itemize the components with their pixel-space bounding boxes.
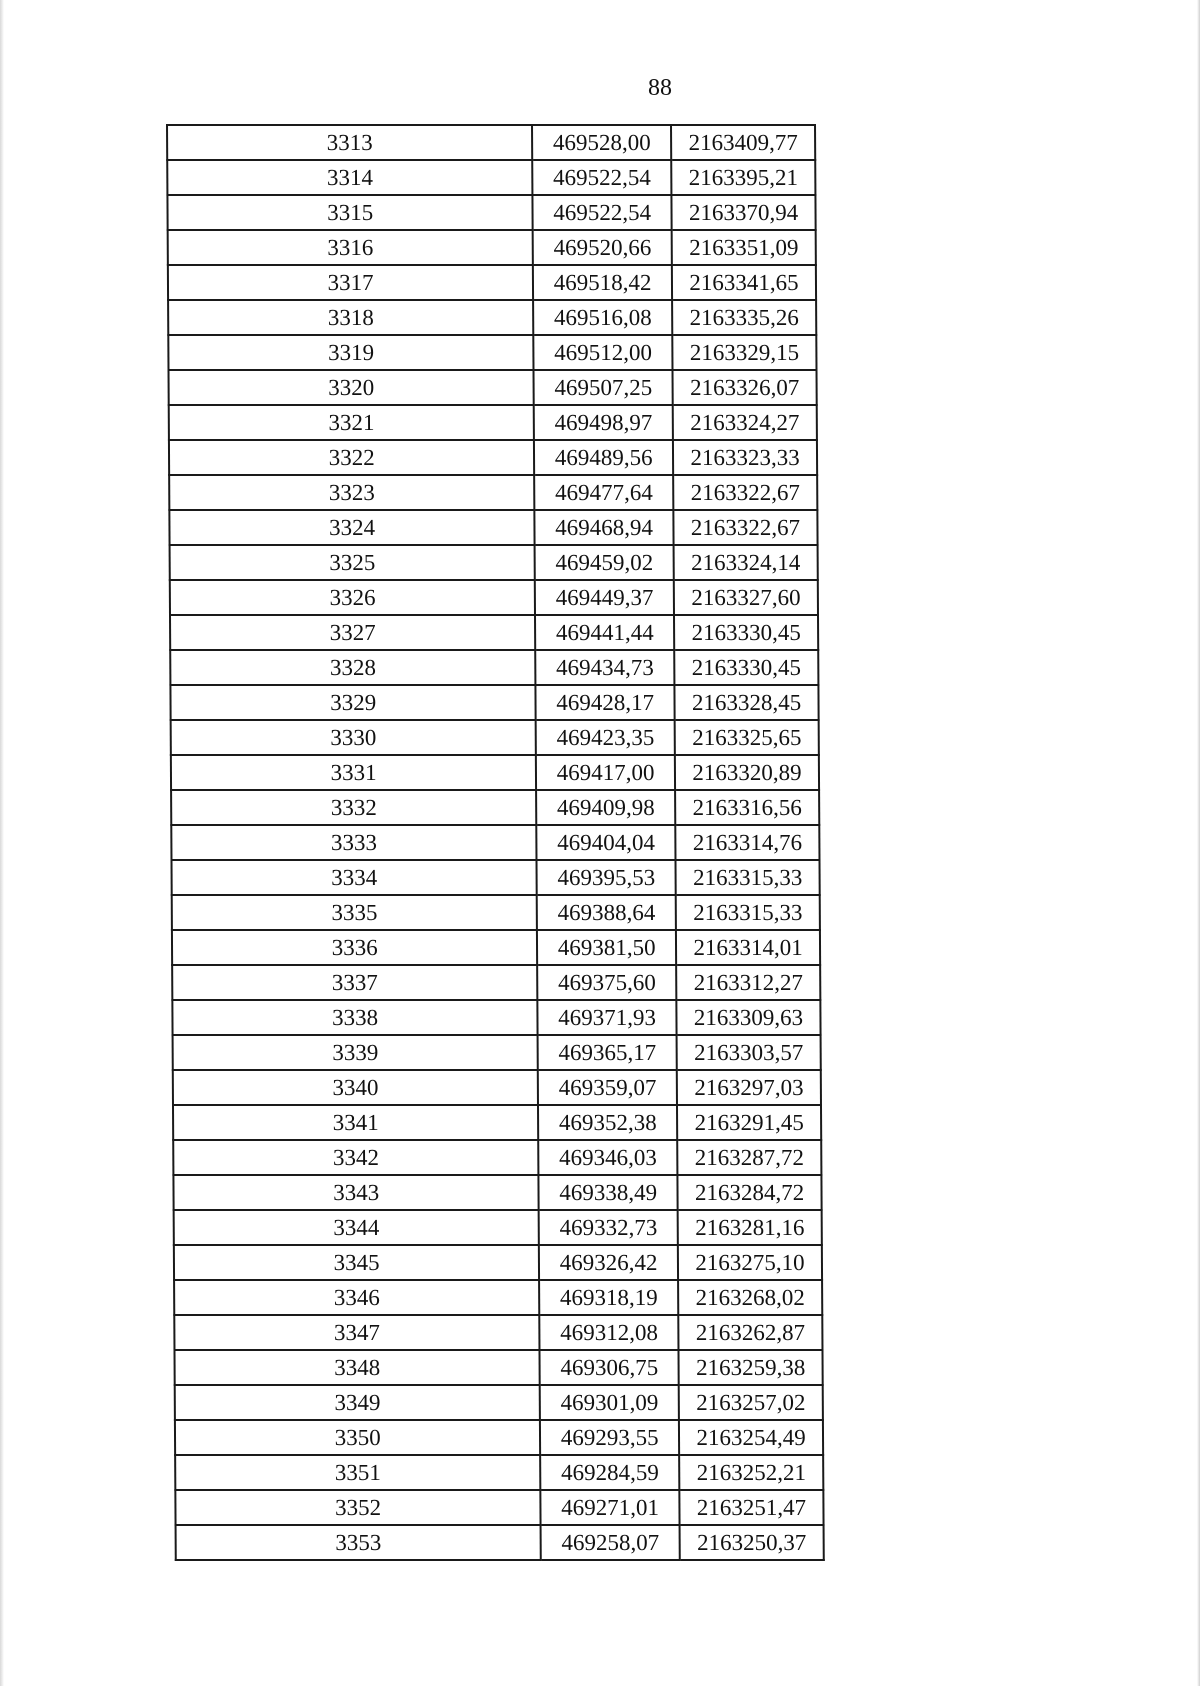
- point-number-cell: 3346: [174, 1280, 539, 1315]
- table-row: [170, 685, 818, 720]
- y-coordinate-cell: 2163409,77: [671, 125, 815, 160]
- point-number-cell: 3314: [167, 160, 532, 195]
- table-row: [174, 1315, 822, 1350]
- table-row: [172, 965, 820, 1000]
- x-coordinate-cell: 469428,17: [536, 685, 675, 720]
- table-row: [169, 405, 817, 440]
- point-number-cell: 3321: [169, 405, 534, 440]
- y-coordinate-cell: 2163335,26: [672, 300, 816, 335]
- x-coordinate-cell: 469375,60: [537, 965, 676, 1000]
- y-coordinate-cell: 2163315,33: [676, 860, 820, 895]
- table-row: [174, 1210, 822, 1245]
- x-coordinate-cell: 469271,01: [541, 1490, 680, 1525]
- point-number-cell: 3338: [172, 1000, 537, 1035]
- y-coordinate-cell: 2163323,33: [673, 440, 817, 475]
- point-number-cell: 3342: [173, 1140, 538, 1175]
- table-row: [171, 755, 819, 790]
- point-number-cell: 3341: [173, 1105, 538, 1140]
- y-coordinate-cell: 2163259,38: [679, 1350, 823, 1385]
- x-coordinate-cell: 469459,02: [535, 545, 674, 580]
- y-coordinate-cell: 2163328,45: [675, 685, 819, 720]
- x-coordinate-cell: 469468,94: [535, 510, 674, 545]
- y-coordinate-cell: 2163316,56: [675, 790, 819, 825]
- y-coordinate-cell: 2163320,89: [675, 755, 819, 790]
- x-coordinate-cell: 469312,08: [540, 1315, 679, 1350]
- table-row: [168, 300, 816, 335]
- point-number-cell: 3319: [168, 335, 533, 370]
- x-coordinate-cell: 469326,42: [539, 1245, 678, 1280]
- point-number-cell: 3326: [170, 580, 535, 615]
- y-coordinate-cell: 2163351,09: [672, 230, 816, 265]
- x-coordinate-cell: 469381,50: [537, 930, 676, 965]
- table-row: [168, 335, 816, 370]
- table-row: [168, 230, 816, 265]
- y-coordinate-cell: 2163326,07: [673, 370, 817, 405]
- y-coordinate-cell: 2163252,21: [679, 1455, 823, 1490]
- point-number-cell: 3353: [176, 1525, 541, 1560]
- x-coordinate-cell: 469258,07: [541, 1525, 680, 1560]
- x-coordinate-cell: 469346,03: [538, 1140, 677, 1175]
- x-coordinate-cell: 469306,75: [540, 1350, 679, 1385]
- y-coordinate-cell: 2163297,03: [677, 1070, 821, 1105]
- point-number-cell: 3329: [170, 685, 535, 720]
- table-row: [173, 1035, 821, 1070]
- x-coordinate-cell: 469352,38: [538, 1105, 677, 1140]
- y-coordinate-cell: 2163395,21: [671, 160, 815, 195]
- table-row: [174, 1245, 822, 1280]
- point-number-cell: 3339: [173, 1035, 538, 1070]
- table-row: [173, 1105, 821, 1140]
- x-coordinate-cell: 469293,55: [540, 1420, 679, 1455]
- point-number-cell: 3340: [173, 1070, 538, 1105]
- y-coordinate-cell: 2163287,72: [677, 1140, 821, 1175]
- x-coordinate-cell: 469518,42: [533, 265, 672, 300]
- y-coordinate-cell: 2163281,16: [678, 1210, 822, 1245]
- point-number-cell: 3330: [171, 720, 536, 755]
- point-number-cell: 3348: [174, 1350, 539, 1385]
- y-coordinate-cell: 2163251,47: [679, 1490, 823, 1525]
- table-row: [175, 1455, 823, 1490]
- x-coordinate-cell: 469512,00: [534, 335, 673, 370]
- x-coordinate-cell: 469301,09: [540, 1385, 679, 1420]
- table-row: [173, 1140, 821, 1175]
- y-coordinate-cell: 2163322,67: [673, 510, 817, 545]
- table-row: [172, 895, 820, 930]
- point-number-cell: 3343: [173, 1175, 538, 1210]
- y-coordinate-cell: 2163315,33: [676, 895, 820, 930]
- x-coordinate-cell: 469365,17: [538, 1035, 677, 1070]
- scan-edge-left: [0, 0, 4, 1686]
- point-number-cell: 3349: [175, 1385, 540, 1420]
- y-coordinate-cell: 2163325,65: [675, 720, 819, 755]
- table-row: [171, 790, 819, 825]
- point-number-cell: 3318: [168, 300, 533, 335]
- x-coordinate-cell: 469417,00: [536, 755, 675, 790]
- table-row: [169, 440, 817, 475]
- point-number-cell: 3351: [175, 1455, 540, 1490]
- table-row: [171, 720, 819, 755]
- table-row: [170, 650, 818, 685]
- point-number-cell: 3316: [168, 230, 533, 265]
- point-number-cell: 3352: [175, 1490, 540, 1525]
- point-number-cell: 3324: [169, 510, 534, 545]
- table-row: [171, 825, 819, 860]
- table-row: [169, 475, 817, 510]
- table-row: [170, 580, 818, 615]
- page-number: 88: [648, 75, 672, 101]
- y-coordinate-cell: 2163250,37: [680, 1525, 824, 1560]
- point-number-cell: 3333: [171, 825, 536, 860]
- y-coordinate-cell: 2163275,10: [678, 1245, 822, 1280]
- x-coordinate-cell: 469371,93: [538, 1000, 677, 1035]
- table-row: [167, 125, 815, 160]
- y-coordinate-cell: 2163314,01: [676, 930, 820, 965]
- table-row: [170, 615, 818, 650]
- y-coordinate-cell: 2163314,76: [675, 825, 819, 860]
- coordinates-table: [166, 124, 825, 1561]
- x-coordinate-cell: 469409,98: [536, 790, 675, 825]
- point-number-cell: 3332: [171, 790, 536, 825]
- y-coordinate-cell: 2163324,27: [673, 405, 817, 440]
- point-number-cell: 3320: [169, 370, 534, 405]
- y-coordinate-cell: 2163309,63: [676, 1000, 820, 1035]
- table-row: [175, 1385, 823, 1420]
- table-row: [174, 1280, 822, 1315]
- coordinates-table-body: [167, 125, 824, 1560]
- x-coordinate-cell: 469441,44: [535, 615, 674, 650]
- table-row: [168, 265, 816, 300]
- x-coordinate-cell: 469318,19: [539, 1280, 678, 1315]
- point-number-cell: 3345: [174, 1245, 539, 1280]
- point-number-cell: 3337: [172, 965, 537, 1000]
- x-coordinate-cell: 469507,25: [534, 370, 673, 405]
- table-row: [175, 1420, 823, 1455]
- table-row: [169, 510, 817, 545]
- x-coordinate-cell: 469489,56: [534, 440, 673, 475]
- x-coordinate-cell: 469332,73: [539, 1210, 678, 1245]
- y-coordinate-cell: 2163322,67: [673, 475, 817, 510]
- point-number-cell: 3325: [170, 545, 535, 580]
- table-row: [174, 1350, 822, 1385]
- x-coordinate-cell: 469516,08: [533, 300, 672, 335]
- point-number-cell: 3313: [167, 125, 532, 160]
- x-coordinate-cell: 469434,73: [535, 650, 674, 685]
- table-row: [173, 1175, 821, 1210]
- table-row: [167, 195, 815, 230]
- y-coordinate-cell: 2163262,87: [678, 1315, 822, 1350]
- x-coordinate-cell: 469522,54: [533, 195, 672, 230]
- point-number-cell: 3327: [170, 615, 535, 650]
- table-row: [172, 930, 820, 965]
- x-coordinate-cell: 469395,53: [537, 860, 676, 895]
- point-number-cell: 3323: [169, 475, 534, 510]
- y-coordinate-cell: 2163268,02: [678, 1280, 822, 1315]
- table-row: [172, 1000, 820, 1035]
- x-coordinate-cell: 469498,97: [534, 405, 673, 440]
- x-coordinate-cell: 469520,66: [533, 230, 672, 265]
- y-coordinate-cell: 2163329,15: [672, 335, 816, 370]
- x-coordinate-cell: 469338,49: [539, 1175, 678, 1210]
- y-coordinate-cell: 2163284,72: [678, 1175, 822, 1210]
- y-coordinate-cell: 2163341,65: [672, 265, 816, 300]
- point-number-cell: 3334: [171, 860, 536, 895]
- table-row: [173, 1070, 821, 1105]
- y-coordinate-cell: 2163370,94: [672, 195, 816, 230]
- table-row: [169, 370, 817, 405]
- y-coordinate-cell: 2163303,57: [677, 1035, 821, 1070]
- x-coordinate-cell: 469522,54: [532, 160, 671, 195]
- x-coordinate-cell: 469449,37: [535, 580, 674, 615]
- y-coordinate-cell: 2163291,45: [677, 1105, 821, 1140]
- point-number-cell: 3350: [175, 1420, 540, 1455]
- point-number-cell: 3317: [168, 265, 533, 300]
- point-number-cell: 3335: [172, 895, 537, 930]
- y-coordinate-cell: 2163330,45: [674, 615, 818, 650]
- x-coordinate-cell: 469477,64: [534, 475, 673, 510]
- point-number-cell: 3328: [170, 650, 535, 685]
- y-coordinate-cell: 2163330,45: [674, 650, 818, 685]
- table-row: [176, 1525, 824, 1560]
- point-number-cell: 3336: [172, 930, 537, 965]
- table-row: [167, 160, 815, 195]
- y-coordinate-cell: 2163257,02: [679, 1385, 823, 1420]
- point-number-cell: 3347: [174, 1315, 539, 1350]
- point-number-cell: 3344: [174, 1210, 539, 1245]
- y-coordinate-cell: 2163327,60: [674, 580, 818, 615]
- y-coordinate-cell: 2163324,14: [674, 545, 818, 580]
- point-number-cell: 3331: [171, 755, 536, 790]
- point-number-cell: 3322: [169, 440, 534, 475]
- x-coordinate-cell: 469528,00: [532, 125, 671, 160]
- table-row: [170, 545, 818, 580]
- x-coordinate-cell: 469423,35: [536, 720, 675, 755]
- x-coordinate-cell: 469388,64: [537, 895, 676, 930]
- table-row: [175, 1490, 823, 1525]
- y-coordinate-cell: 2163254,49: [679, 1420, 823, 1455]
- table-row: [171, 860, 819, 895]
- x-coordinate-cell: 469359,07: [538, 1070, 677, 1105]
- point-number-cell: 3315: [167, 195, 532, 230]
- x-coordinate-cell: 469404,04: [537, 825, 676, 860]
- x-coordinate-cell: 469284,59: [540, 1455, 679, 1490]
- y-coordinate-cell: 2163312,27: [676, 965, 820, 1000]
